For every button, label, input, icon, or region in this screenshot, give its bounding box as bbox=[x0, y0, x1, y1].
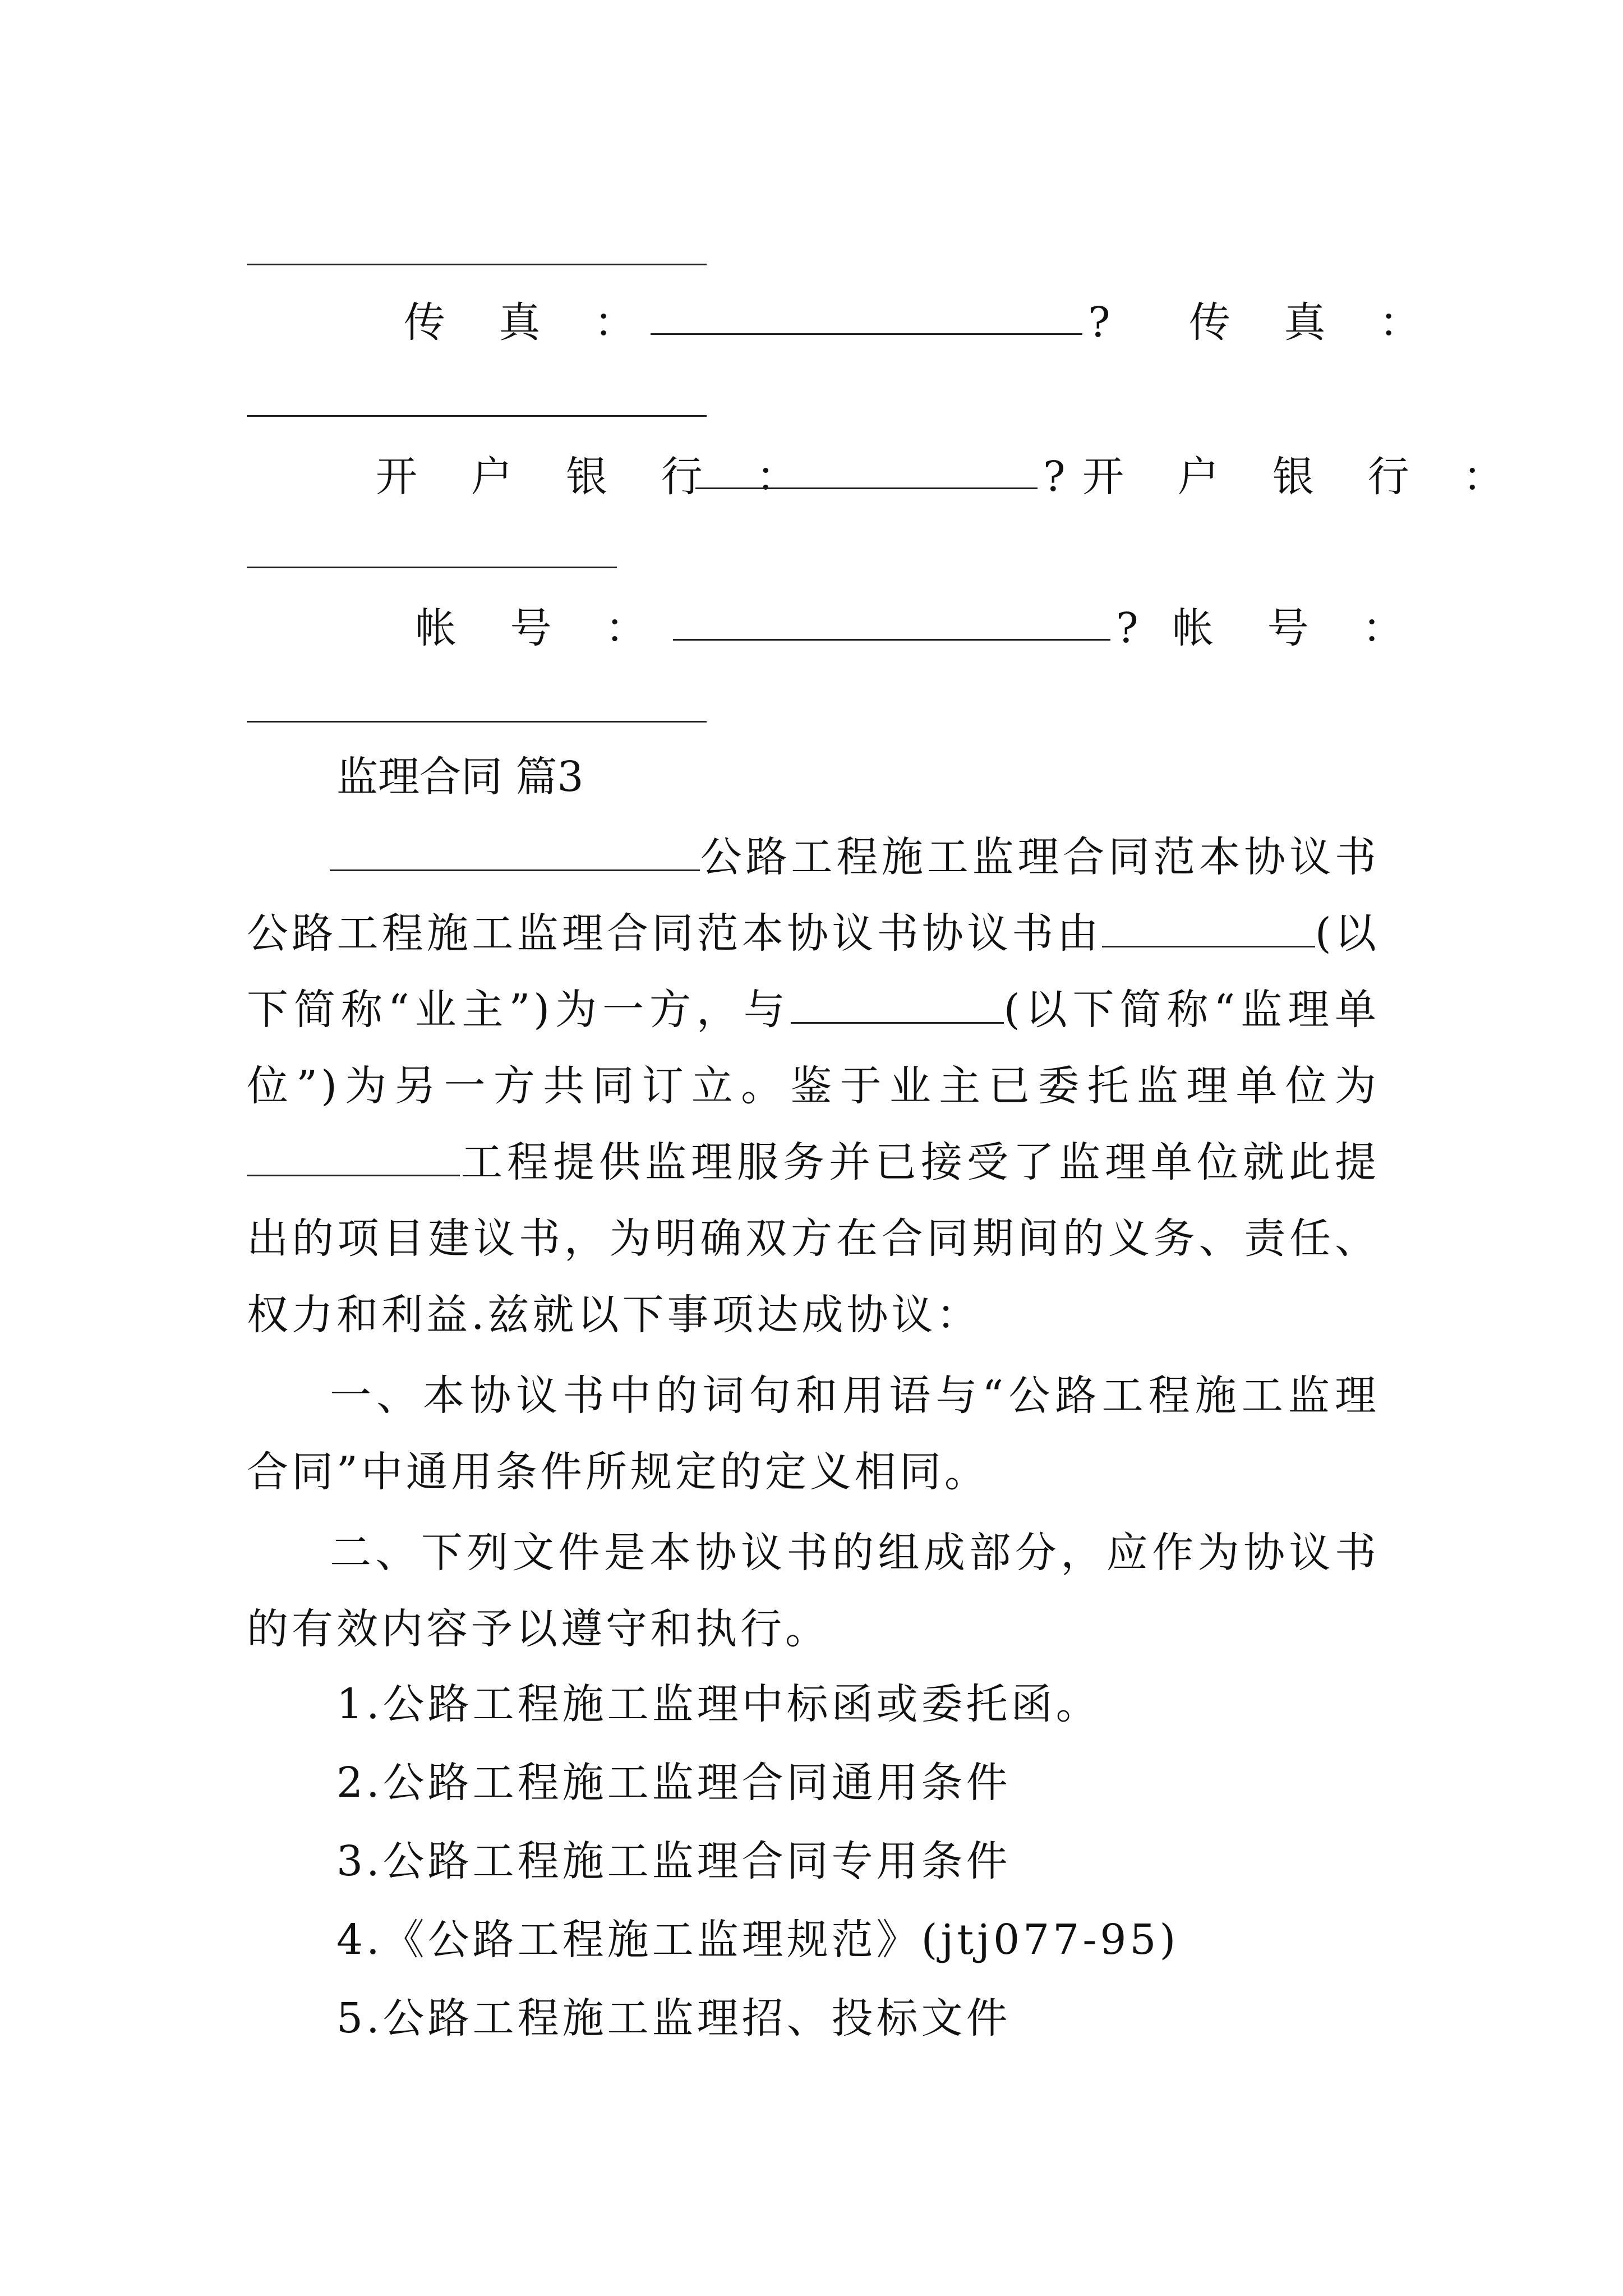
supervisor-name-blank[interactable] bbox=[791, 986, 1004, 1024]
bank-blank-left[interactable] bbox=[695, 452, 1038, 489]
intro-text-2: (以下简称“业主”)为一方，与 bbox=[247, 909, 1380, 1034]
fax-label-left: 传 真 ： bbox=[404, 298, 656, 347]
fax-blank-right[interactable] bbox=[247, 415, 707, 417]
blank-line bbox=[247, 264, 707, 265]
clause-1: 一、本协议书中的词句和用语与“公路工程施工监理合同”中通用条件所规定的定义相同。 bbox=[247, 1372, 1380, 1496]
account-blank-left[interactable] bbox=[673, 603, 1110, 641]
separator-mark: ? bbox=[1043, 453, 1066, 501]
clause-2: 二、下列文件是本协议书的组成部分，应作为协议书的有效内容予以遵守和执行。 bbox=[247, 1529, 1380, 1653]
list-item: 2.公路工程施工监理合同通用条件 bbox=[336, 1759, 1011, 1807]
account-blank-right[interactable] bbox=[247, 721, 707, 723]
separator-mark: ? bbox=[1116, 604, 1138, 652]
list-item: 4.《公路工程施工监理规范》(jtj077-95) bbox=[336, 1916, 1179, 1964]
intro-paragraph bbox=[247, 819, 1380, 1353]
bank-blank-right[interactable] bbox=[247, 567, 617, 568]
bank-label-right: 开 户 银 行 ： bbox=[1082, 453, 1525, 501]
contract-title-blank[interactable] bbox=[330, 834, 700, 871]
list-item: 1.公路工程施工监理中标函或委托函。 bbox=[336, 1680, 1101, 1728]
fax-blank-left[interactable] bbox=[651, 297, 1082, 335]
section-heading: 监理合同 篇3 bbox=[336, 753, 584, 801]
intro-text-3: (以下简称“监理单位”)为另一方共同订立。鉴于业主已委托监理单位为 bbox=[247, 986, 1380, 1110]
account-label-right: 帐 号 ： bbox=[1172, 604, 1424, 652]
project-name-blank[interactable] bbox=[247, 1139, 460, 1176]
intro-text-1: 公路工程施工监理合同范本协议书公路工程施工监理合同范本协议书协议书由 bbox=[247, 833, 1380, 958]
list-item: 3.公路工程施工监理合同专用条件 bbox=[336, 1837, 1011, 1885]
fax-label-right: 传 真 ： bbox=[1189, 298, 1441, 347]
list-item: 5.公路工程施工监理招、投标文件 bbox=[336, 1994, 1011, 2042]
intro-text-4: 工程提供监理服务并已接受了监理单位就此提出的项目建议书，为明确双方在合同期间的义务、责任、权力和利益.兹就以下事项达成协议： bbox=[247, 1138, 1380, 1339]
owner-name-blank[interactable] bbox=[1102, 910, 1315, 947]
account-label-left: 帐 号 ： bbox=[415, 604, 667, 652]
bank-label-left: 开 户 银 行 ： bbox=[376, 453, 818, 501]
separator-mark: ? bbox=[1088, 298, 1110, 347]
